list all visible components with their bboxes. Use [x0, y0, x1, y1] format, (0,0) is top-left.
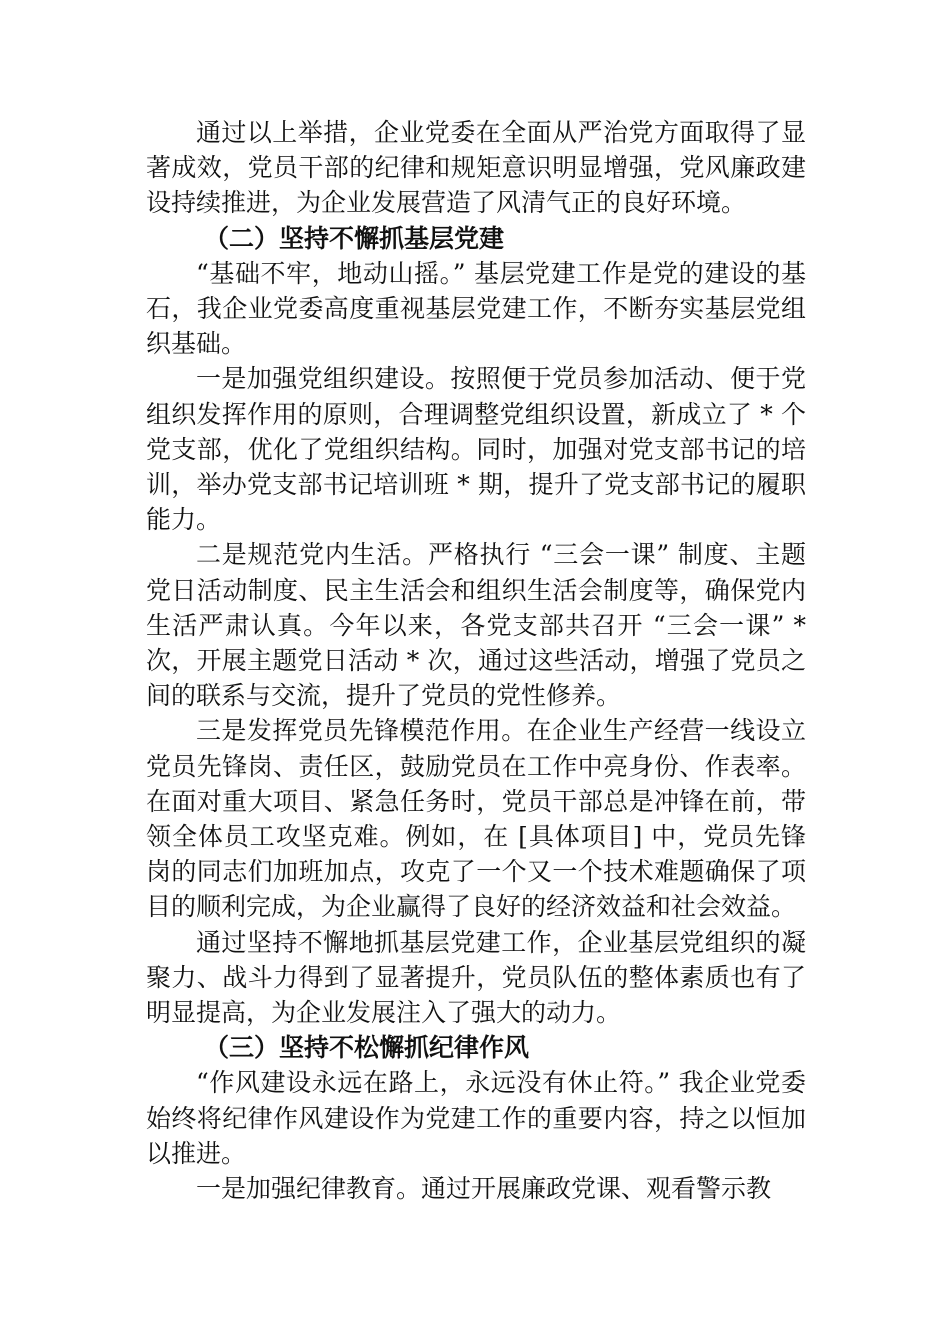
- paragraph-grassroots-summary: 通过坚持不懈地抓基层党建工作，企业基层党组织的凝聚力、战斗力得到了显著提升，党员队伍的整体素质也有了明显提高，为企业发展注入了强大的动力。: [146, 927, 806, 1028]
- section-heading-grassroots: （二）坚持不懈抓基层党建: [204, 223, 505, 253]
- paragraph-style-intro: “作风建设永远在路上，永远没有休止符。” 我企业党委始终将纪律作风建设作为党建工作的重要内容，持之以恒加以推进。: [146, 1068, 806, 1168]
- paragraph-party-life: 二是规范党内生活。严格执行 “三会一课” 制度、主题党日活动制度、民主生活会和组织生活会制度等，确保党内生活严肃认真。今年以来，各党支部共召开 “三会一课” * 次，开展主题党日活动 * 次，通过这些活动，增强了党员之间的联系与交流，提升了党员的党性修养。: [146, 540, 806, 711]
- paragraph-vanguard-role: 三是发挥党员先锋模范作用。在企业生产经营一线设立党员先锋岗、责任区，鼓励党员在工作中亮身份、作表率。在面对重大项目、紧急任务时，党员干部总是冲锋在前，带领全体员工攻坚克难。例如，在 [具体项目] 中，党员先锋岗的同志们加班加点，攻克了一个又一个技术难题确保了项目的顺利完成，为企业赢得了良好的经济效益和社会效益。: [146, 716, 806, 922]
- document-page: [146, 115, 806, 1206]
- paragraph-grassroots-intro: “基础不牢，地动山摇。” 基层党建工作是党的建设的基石，我企业党委高度重视基层党建工作，不断夯实基层党组织基础。: [146, 258, 806, 359]
- paragraph-discipline-education: 一是加强纪律教育。通过开展廉政党课、观看警示教: [196, 1174, 772, 1204]
- section-heading-discipline-style: （三）坚持不松懈抓纪律作风: [204, 1033, 530, 1063]
- paragraph-summary-discipline: 通过以上举措，企业党委在全面从严治党方面取得了显著成效，党员干部的纪律和规矩意识明显增强，党风廉政建设持续推进，为企业发展营造了风清气正的良好环境。: [146, 118, 806, 218]
- paragraph-organization-building: 一是加强党组织建设。按照便于党员参加活动、便于党组织发挥作用的原则，合理调整党组织设置，新成立了 * 个党支部，优化了党组织结构。同时，加强对党支部书记的培训，举办党支部书记培训班 * 期，提升了党支部书记的履职能力。: [146, 364, 806, 535]
